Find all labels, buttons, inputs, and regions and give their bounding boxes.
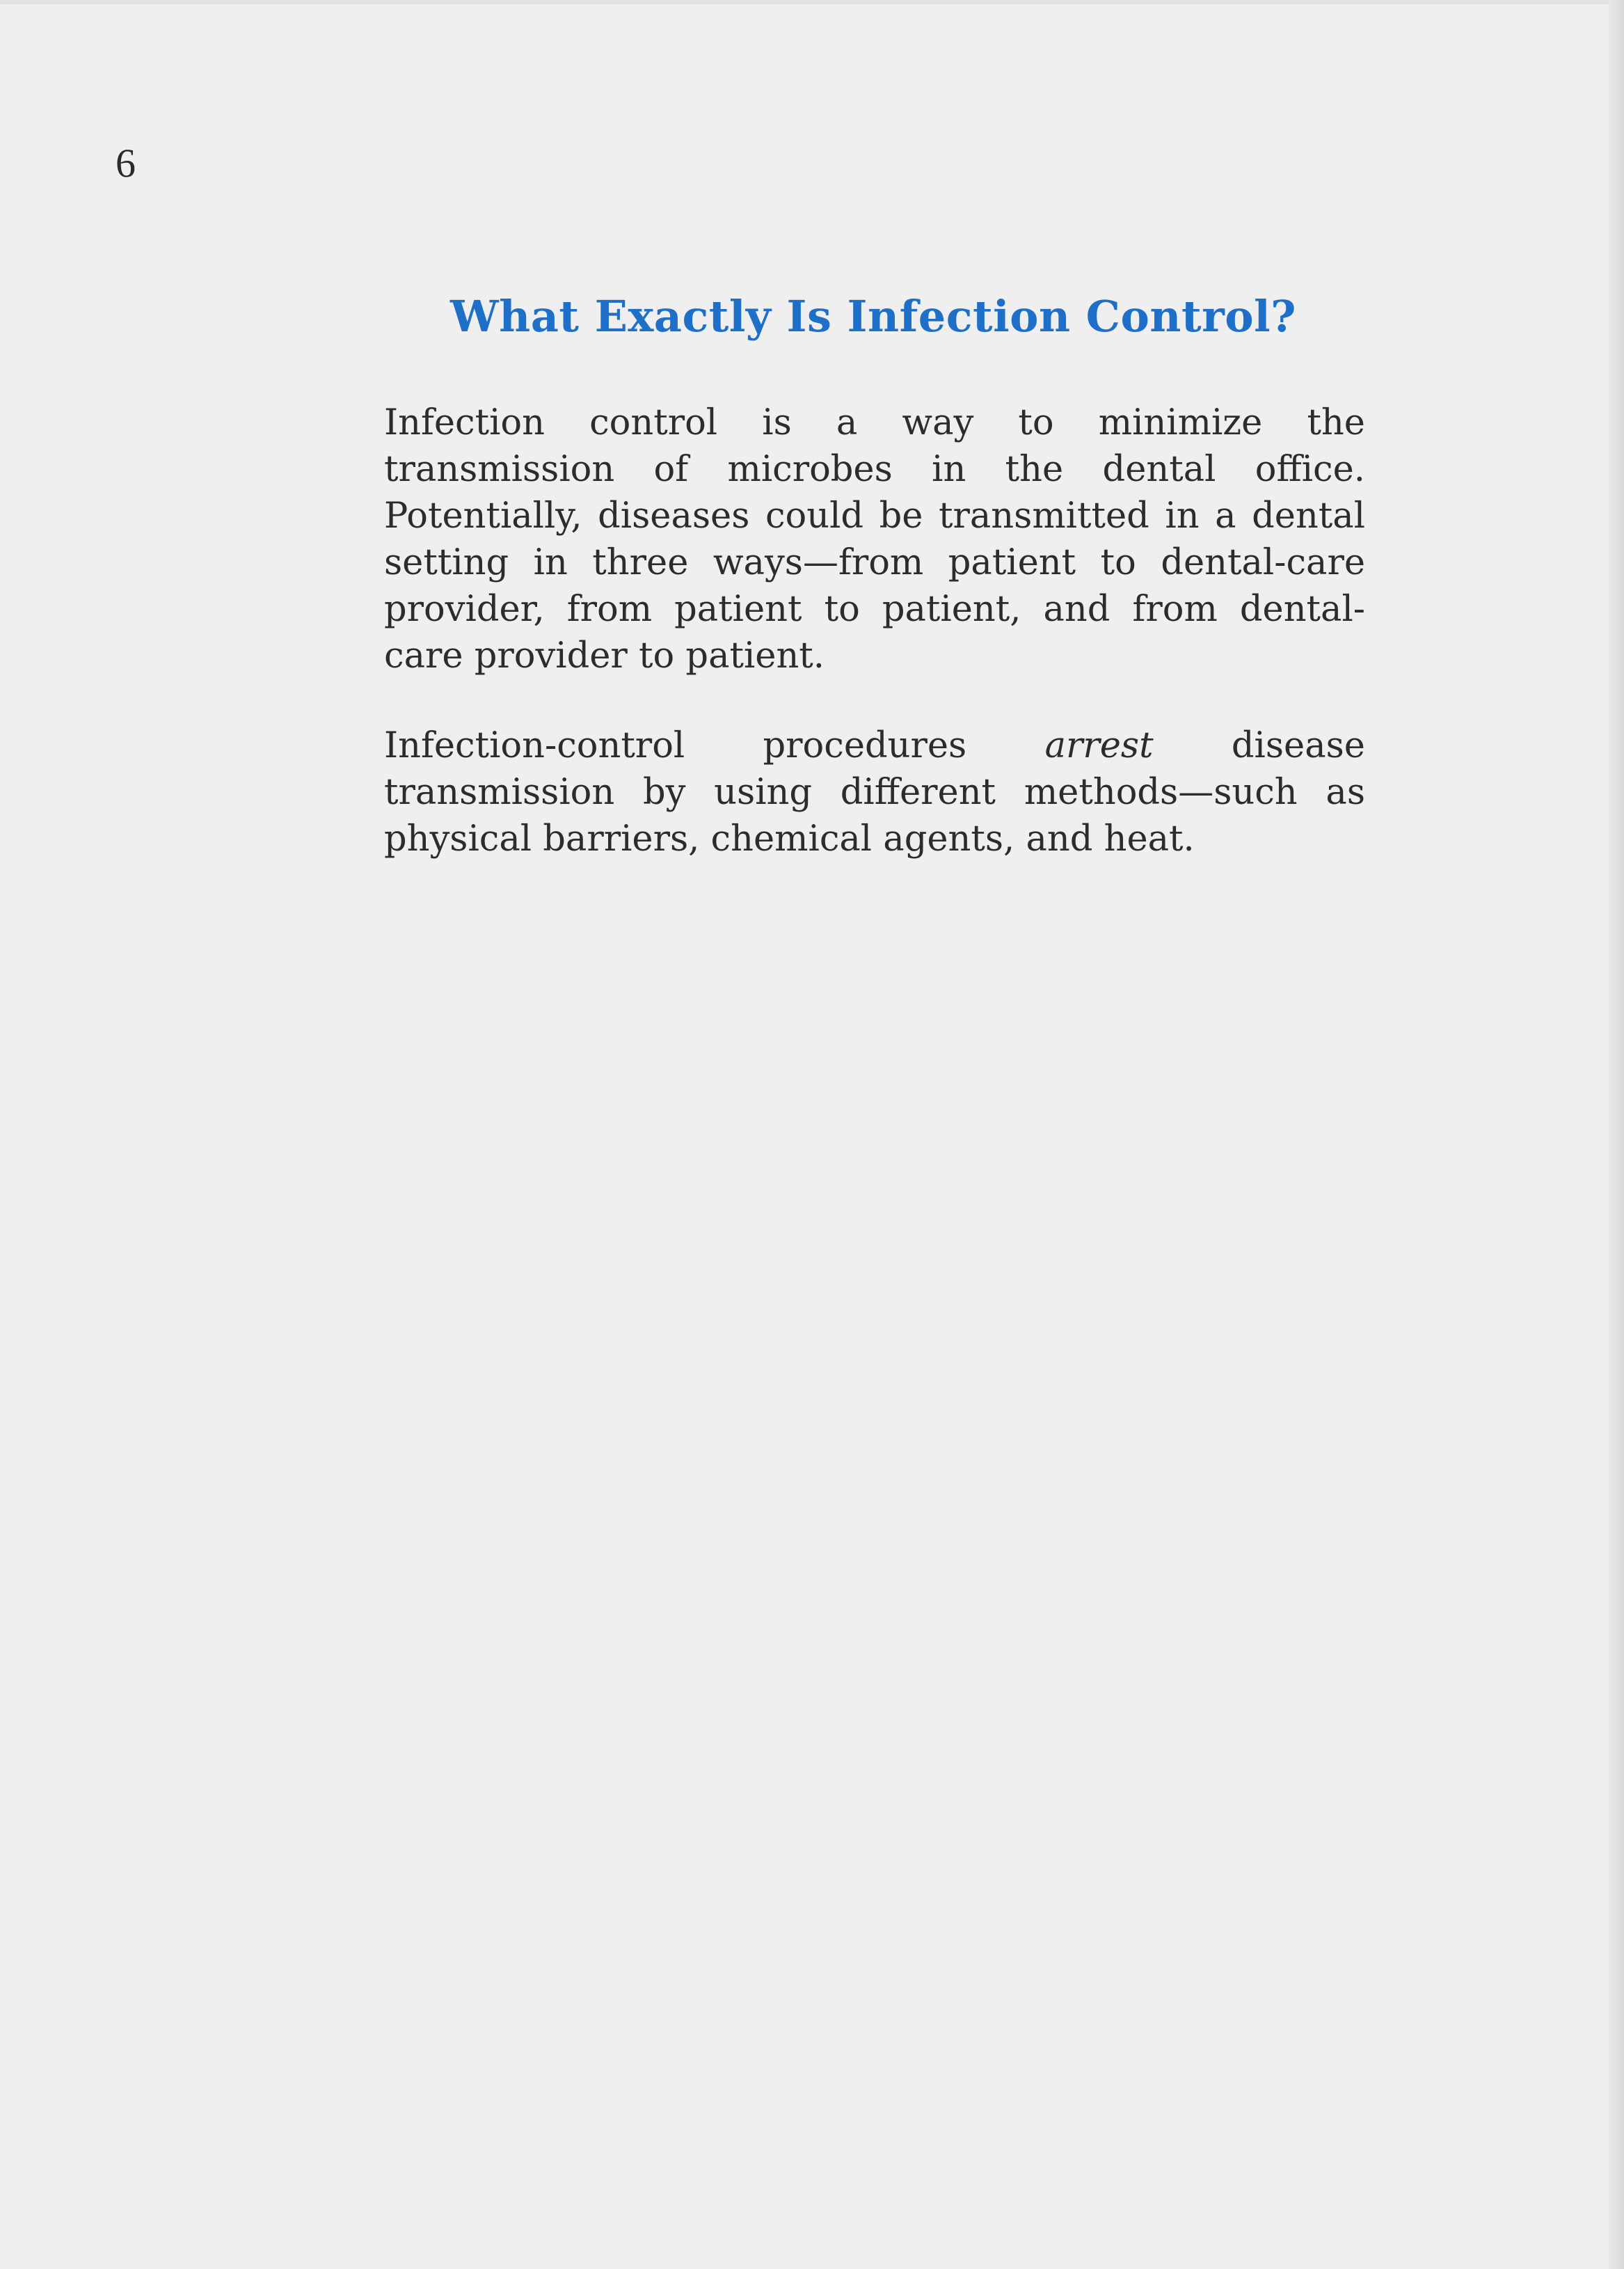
page-number: 6 [116,141,136,186]
emphasized-word: arrest [1044,725,1154,766]
page-right-edge [1609,0,1624,2269]
page-top-edge [0,0,1624,4]
paragraph-transmission: Infection control is a way to minimize the transmission of microbes in the dental office. Potentially, diseases could be transmitted in a dental setting in three ways—from patient to dental-care provider, from patient to patient, and from dental-care provider to patient. [384,402,1365,677]
section-title: What Exactly Is Infection Control? [449,291,1296,342]
paragraph-procedures-rest: disease transmission by using different methods—such as physical barriers, chemical agents, and heat. [384,725,1365,860]
paragraph-procedures-lead: Infection-control procedures [384,725,1045,766]
paragraph-procedures [384,722,1365,862]
